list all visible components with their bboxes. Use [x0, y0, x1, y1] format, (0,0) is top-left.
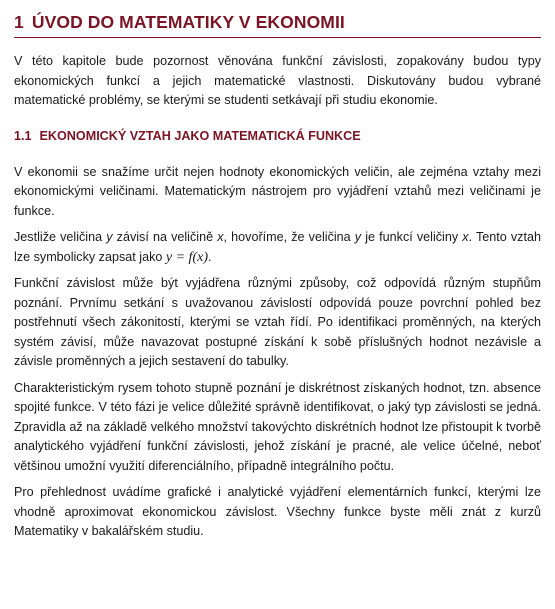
- formula: y = f(x): [165, 249, 208, 265]
- text-fragment: , hovoříme, že veličina: [223, 230, 355, 244]
- section-number: 1.1: [14, 128, 32, 143]
- text-fragment: . Tento vztah lze symbolicky zapsat jako: [14, 230, 541, 264]
- variable-x: x: [217, 230, 224, 244]
- text-fragment: .: [207, 249, 212, 264]
- variable-y: y: [354, 230, 362, 244]
- chapter-title: ÚVOD DO MATEMATIKY V EKONOMII: [31, 12, 345, 32]
- paragraph-overview: Pro přehlednost uvádíme grafické i analytické vyjádření elementárních funkcí, kterými lze vhodně aproximovat ekonomickou závislost. Všechny funkce byste měli znát z kurzů Matematiky v bakalářském studiu.: [14, 485, 541, 538]
- text-fragment: Jestliže veličina: [14, 230, 107, 244]
- section-heading: [14, 129, 541, 143]
- variable-x: x: [462, 230, 469, 244]
- variable-y: y: [106, 230, 113, 244]
- paragraph-function-definition: [14, 228, 541, 267]
- text-fragment: je funkcí veličiny: [361, 230, 463, 244]
- paragraph-discreteness: Charakteristickým rysem tohoto stupně poznání je diskrétnost získaných hodnot, tzn. absence spojité funkce. V této fázi je velice důležité správně identifikovat, o jaký typ závislosti se jedná. Zpravidla až na základě velkého množství takovýchto diskrétních hodnot lze přistoupit k tvorbě analytického vyjádření funkční závislosti, jehož získání je pracné, ale velice účelné, neboť většinou umožní využití diferenciálního, případně integrálního počtu.: [14, 380, 541, 473]
- intro-paragraph: V této kapitole bude pozornost věnována funkční závislosti, zopakovány budou typy ekonomických funkcí a jejich matematické vlastnosti. Diskutovány budou vybrané matematické problémy, se kterými se studenti setkávají při studiu ekonomie.: [14, 54, 541, 107]
- section-title: EKONOMICKÝ VZTAH JAKO MATEMATICKÁ FUNKCE: [39, 128, 361, 143]
- chapter-heading: [14, 12, 541, 38]
- paragraph-economic-quantities: V ekonomii se snažíme určit nejen hodnoty ekonomických veličin, ale zejména vztahy mezi ekonomickými veličinami. Matematickým nástrojem pro vyjádření vztahů mezi veličinami je funkce.: [14, 164, 541, 218]
- text-fragment: závisí na veličině: [112, 230, 218, 244]
- chapter-number: 1: [14, 12, 24, 32]
- paragraph-knowledge-levels: Funkční závislost může být vyjádřena různými způsoby, což odpovídá různým stupňům poznání. Prvnímu setkání s uvažovanou závislostí odpovídá pouze povrchní pohled bez postřehnutí všech zákonitostí, kterými se vztah řídí. Po identifikaci proměnných, na kterých systém závisí, může navazovat postupné získání k sobě příslušných hodnot nezávisle a závisle proměnných a jejich sestavení do tabulky.: [14, 276, 541, 368]
